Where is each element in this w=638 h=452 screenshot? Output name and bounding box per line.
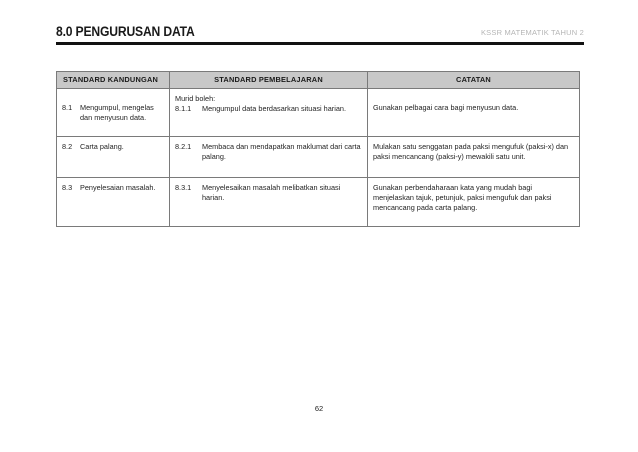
sp-number: 8.2.1 [175, 142, 192, 151]
sk-text: Carta palang. [80, 142, 124, 151]
sk-number: 8.1 [62, 103, 73, 112]
sk-number: 8.3 [62, 183, 73, 192]
sk-text: Mengumpul, mengelas dan menyusun data. [80, 103, 154, 122]
sp-text: Membaca dan mendapatkan maklumat dari carta palang. [202, 142, 361, 161]
catatan-cell [368, 89, 580, 137]
sp-intro: Murid boleh: [175, 94, 216, 103]
header-rule [56, 42, 584, 45]
catatan-text: Gunakan pelbagai cara bagi menyusun data. [373, 103, 519, 112]
page-title: 8.0 PENGURUSAN DATA [56, 24, 195, 39]
catatan-cell [368, 137, 580, 178]
standard-pembelajaran-cell [170, 89, 368, 137]
table-header-row [57, 72, 580, 89]
catatan-cell [368, 178, 580, 227]
sp-number: 8.1.1 [175, 104, 192, 113]
sp-number: 8.3.1 [175, 183, 192, 192]
standard-kandungan-cell [57, 137, 170, 178]
sp-text: Mengumpul data berdasarkan situasi harian. [202, 104, 346, 113]
standard-kandungan-cell [57, 89, 170, 137]
column-header-catatan: CATATAN [368, 72, 580, 89]
page-subtitle: KSSR MATEMATIK TAHUN 2 [480, 28, 584, 37]
standard-pembelajaran-cell [170, 137, 368, 178]
sp-text: Menyelesaikan masalah melibatkan situasi harian. [202, 183, 341, 202]
table-row [57, 178, 580, 227]
catatan-text: Mulakan satu senggatan pada paksi mengufuk (paksi-x) dan paksi mencancang (paksi-y) mewakili satu unit. [373, 142, 569, 161]
catatan-text: Gunakan perbendaharaan kata yang mudah bagi menjelaskan tajuk, petunjuk, paksi mengufuk dan paksi mencancang pada carta palang. [373, 183, 552, 212]
sk-number: 8.2 [62, 142, 73, 151]
table-row [57, 89, 580, 137]
standard-pembelajaran-cell [170, 178, 368, 227]
column-header-standard-pembelajaran: STANDARD PEMBELAJARAN [170, 72, 368, 89]
curriculum-table [56, 71, 580, 227]
table-row [57, 137, 580, 178]
page-number: 62 [314, 404, 324, 413]
column-header-standard-kandungan: STANDARD KANDUNGAN [57, 72, 170, 89]
standard-kandungan-cell [57, 178, 170, 227]
sk-text: Penyelesaian masalah. [80, 183, 156, 192]
page-header [56, 24, 584, 42]
